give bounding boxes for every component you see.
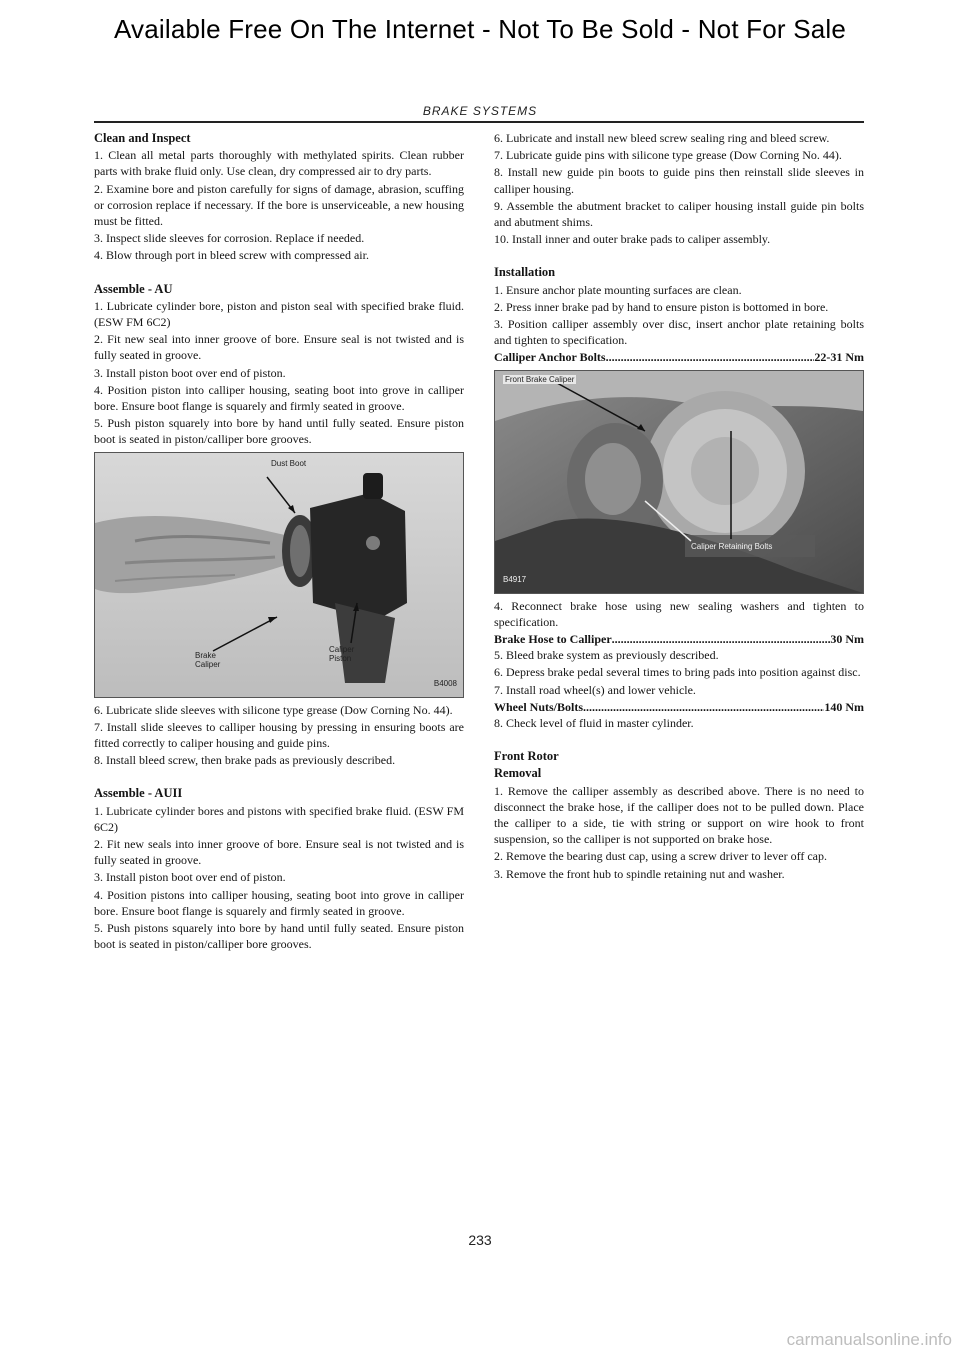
spec-leader-dots <box>606 349 815 365</box>
assemble-step: 6. Lubricate slide sleeves with silicone type grease (Dow Corning No. 44). <box>94 702 453 717</box>
assemble-step: 3. Install piston boot over end of piston. <box>94 365 286 380</box>
spec-value: 30 Nm <box>830 632 864 647</box>
assemble-step: 2. Fit new seals into inner groove of bore. Ensure seal is not twisted and is fully seated in groove. <box>94 837 464 868</box>
assemble-step: 7. Install slide sleeves to calliper housing by pressing in ensuring boots are fitted correctly to caliper housing and guide pins. <box>94 719 464 751</box>
spec-leader-dots <box>612 631 831 647</box>
brake-caliper-label-line1: Brake <box>195 650 216 660</box>
assemble-step: 4. Position pistons into calliper housing, seating boot into grove in calliper bore. Ensure boot flange is squarely and firmly seated in groove. <box>94 887 464 918</box>
assemble-step: 9. Assemble the abutment bracket to caliper housing install guide pin bolts and abutment shims. <box>494 198 864 230</box>
brake-caliper-label-line2: Caliper <box>195 659 221 669</box>
removal-step: 1. Remove the calliper assembly as described above. There is no need to disconnect the brake hose, if the calliper does not to be pulled down. Place the calliper to a side, tie with string or support on wire hook to front suspension, so the calliper is not supported on brake hose. <box>494 783 864 847</box>
assemble-au-heading: Assemble - AU <box>94 281 173 296</box>
figure-id: B4008 <box>433 679 457 689</box>
removal-heading: Removal <box>494 766 542 781</box>
section-header: BRAKE SYSTEMS <box>422 104 538 118</box>
spec-value: 22-31 Nm <box>814 350 864 365</box>
caliper-photo-illustration <box>95 453 463 697</box>
installation-step: 1. Ensure anchor plate mounting surfaces are clean. <box>494 282 742 297</box>
assemble-step: 1. Lubricate cylinder bores and pistons with specified brake fluid. (ESW FM 6C2) <box>94 803 464 834</box>
clean-step: 1. Clean all metal parts thoroughly with methylated spirits. Clean rubber parts with brake fluid only. Use clean, dry compressed air to dry parts. <box>94 148 464 179</box>
clean-inspect-heading: Clean and Inspect <box>94 131 191 145</box>
spec-label: Calliper Anchor Bolts <box>494 350 606 365</box>
clean-step: 3. Inspect slide sleeves for corrosion. Replace if needed. <box>94 231 365 246</box>
installation-heading: Installation <box>494 265 556 280</box>
watermark-banner: Available Free On The Internet - Not To Be Sold - Not For Sale <box>113 14 847 44</box>
assemble-step: 4. Position piston into calliper housing, seating boot into grove in calliper bore. Ensure boot flange is squarely and firmly seated in groove. <box>94 382 464 414</box>
figure-id: B4917 <box>503 575 527 585</box>
installation-step: 5. Bleed brake system as previously described. <box>494 648 719 663</box>
installation-step: 7. Install road wheel(s) and lower vehicle. <box>494 682 696 697</box>
spec-label: Wheel Nuts/Bolts <box>494 699 584 714</box>
caliper-piston-label <box>329 645 354 663</box>
assemble-step: 5. Push piston squarely into bore by hand until fully seated. Ensure piston boot is seated in piston/calliper bore grooves. <box>94 416 464 447</box>
torque-spec-anchor-bolts <box>494 349 864 365</box>
footer-watermark: carmanualsonline.info <box>786 1330 952 1349</box>
removal-step: 3. Remove the front hub to spindle retaining nut and washer. <box>494 866 785 881</box>
assemble-step: 1. Lubricate cylinder bore, piston and piston seal with specified brake fluid. (ESW FM 6C2) <box>94 298 464 330</box>
assemble-step: 10. Install inner and outer brake pads to caliper assembly. <box>494 232 771 247</box>
clean-step: 2. Examine bore and piston carefully for signs of damage, abrasion, scuffing or corrosion replace if necessary. If the bore is unserviceable, a new housing must be fitted. <box>94 181 464 229</box>
front-brake-caliper-label: Front Brake Caliper <box>505 374 575 384</box>
dust-boot-label: Dust Boot <box>271 458 307 468</box>
assemble-step: 6. Lubricate and install new bleed screw sealing ring and bleed screw. <box>494 131 830 145</box>
brake-caliper-label <box>195 651 220 669</box>
assemble-step: 2. Fit new seal into inner groove of bore. Ensure seal is not twisted and is fully seated in groove. <box>94 332 464 363</box>
installation-step: 3. Position calliper assembly over disc, insert anchor plate retaining bolts and tighten to specification. <box>494 317 864 348</box>
spec-leader-dots <box>583 699 824 715</box>
front-brake-caliper-photo <box>494 370 864 594</box>
caliper-retaining-bolts-label: Caliper Retaining Bolts <box>691 541 773 551</box>
torque-spec-brake-hose <box>494 631 864 647</box>
installation-step: 8. Check level of fluid in master cylinder. <box>494 716 694 731</box>
clean-step: 4. Blow through port in bleed screw with compressed air. <box>94 248 369 263</box>
assemble-step: 7. Lubricate guide pins with silicone type grease (Dow Corning No. 44). <box>494 148 842 163</box>
assemble-auii-heading: Assemble - AUII <box>94 786 183 801</box>
caliper-piston-label-line2: Piston <box>329 653 352 663</box>
header-rule <box>94 121 864 123</box>
caliper-piston-label-line1: Caliper <box>329 644 355 654</box>
right-column <box>494 130 864 883</box>
left-column <box>94 130 464 954</box>
front-rotor-heading: Front Rotor <box>494 749 559 764</box>
installation-step: 4. Reconnect brake hose using new sealing washers and tighten to specification. <box>494 598 864 629</box>
assemble-step: 5. Push pistons squarely into bore by hand until fully seated. Ensure piston boot is seated in piston/calliper bore grooves. <box>94 921 464 952</box>
front-caliper-illustration <box>495 371 863 593</box>
removal-step: 2. Remove the bearing dust cap, using a screw driver to lever off cap. <box>494 849 827 864</box>
assemble-step: 8. Install new guide pin boots to guide pins then reinstall slide sleeves in calliper housing. <box>494 165 864 196</box>
page-number: 233 <box>468 1232 492 1248</box>
installation-step: 2. Press inner brake pad by hand to ensure piston is bottomed in bore. <box>494 299 829 314</box>
torque-spec-wheel-nuts <box>494 699 864 715</box>
spec-label: Brake Hose to Calliper <box>494 632 612 647</box>
assemble-step: 8. Install bleed screw, then brake pads as previously described. <box>94 753 396 768</box>
assemble-step: 3. Install piston boot over end of piston. <box>94 870 286 885</box>
spec-value: 140 Nm <box>824 699 864 714</box>
caliper-piston-photo <box>94 452 464 698</box>
installation-step: 6. Depress brake pedal several times to bring pads into position against disc. <box>494 665 861 680</box>
